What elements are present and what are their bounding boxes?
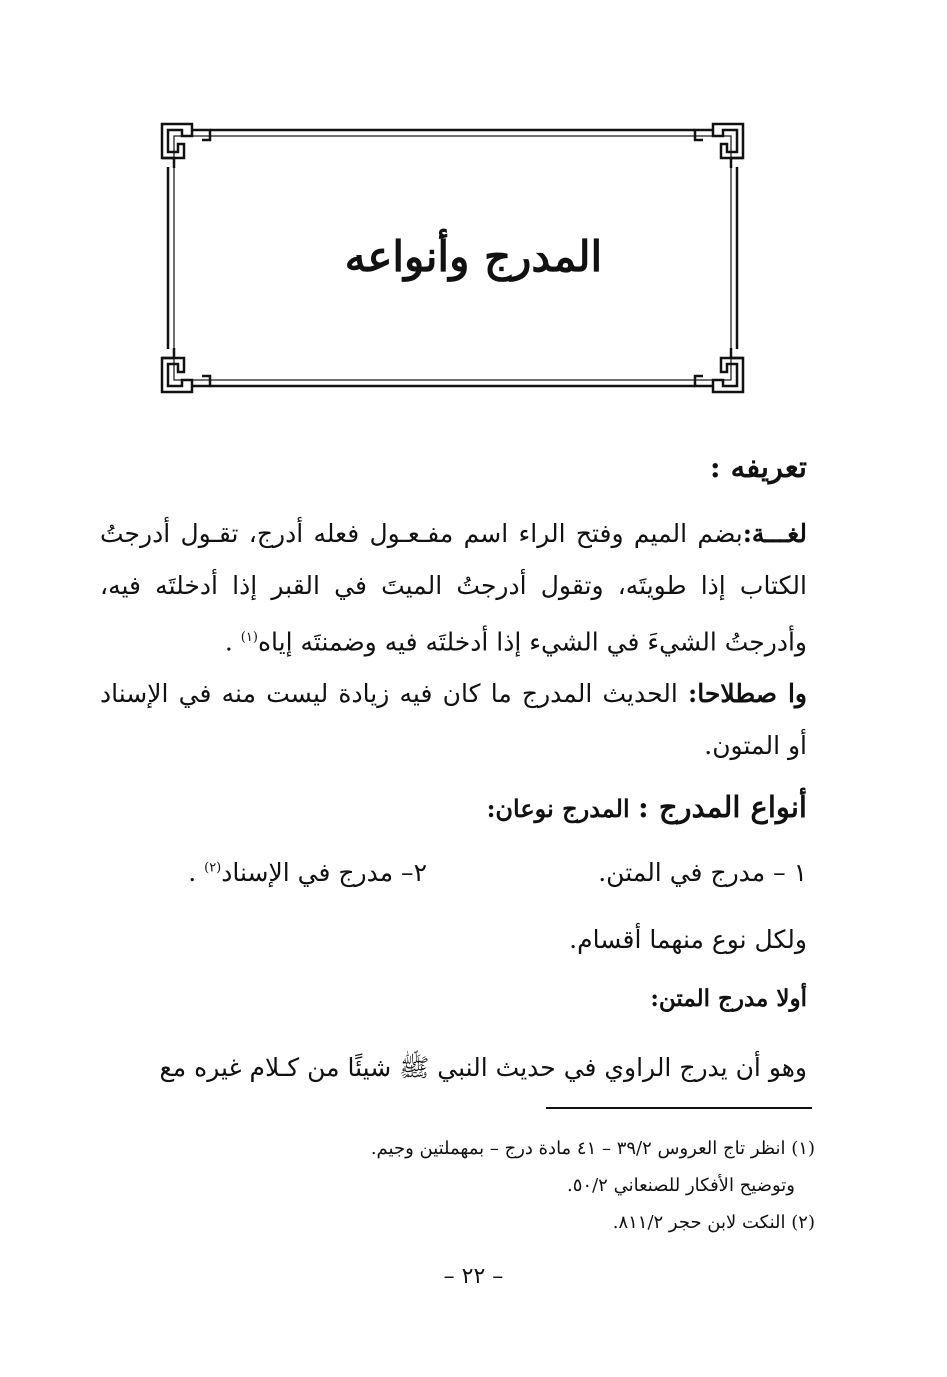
types-heading-bold: أنواع المدرج : — [638, 790, 807, 824]
type-two-text: ٢– مدرج في الإسناد — [221, 858, 427, 887]
types-list — [140, 858, 807, 908]
types-heading — [100, 790, 807, 824]
technical-definition — [100, 668, 807, 772]
footnote-divider — [546, 1107, 812, 1109]
footnote-1: (١) انظر تاج العروس ٣٩/٢ – ٤١ مادة درج – بمهملتين وجيم. — [370, 1138, 815, 1159]
lexical-definition — [100, 508, 807, 668]
type-two-end: . — [188, 858, 205, 887]
definition-heading: تعريفه : — [709, 450, 807, 484]
types-heading-rest: المدرج نوعان: — [486, 794, 639, 823]
type-one: ١ – مدرج في المتن. — [598, 858, 807, 887]
page-number: – ٢٢ – — [443, 1264, 504, 1289]
type-two — [188, 858, 427, 887]
lexical-text: بضم الميم وفتح الراء اسم مفـعـول فعله أدرج، تقـول أدرجتُ الكتاب إذا طويتَه، وتقول أدرجتُ الميتَ في القبر إذا أدخلتَه فيه، وأدرجتُ الشيءَ في الشيء إذا أدخلتَه فيه وضمنتَه إياه — [100, 519, 807, 657]
technical-label: وا صطلاحا: — [688, 679, 807, 708]
footnote-1-continued: وتوضيح الأفكار للصنعاني ٥٠/٢. — [567, 1175, 795, 1196]
lexical-label: لغـــة: — [742, 519, 807, 548]
footnote-ref-1: (١) — [240, 630, 258, 645]
technical-text: الحديث المدرج ما كان فيه زيادة ليست منه في الإسناد أو المتون. — [100, 679, 807, 760]
first-heading: أولا مدرج المتن: — [650, 985, 807, 1012]
first-text: وهو أن يدرج الراوي في حديث النبي ﷺ شيئًا من كـلام غيره مع — [159, 1053, 807, 1082]
lexical-end: . — [224, 627, 241, 657]
sections-line: ولكل نوع منهما أقسام. — [569, 925, 807, 954]
footnotes — [255, 1130, 815, 1241]
footnote-ref-2: (٢) — [204, 860, 222, 876]
chapter-title: المدرج وأنواعه — [344, 232, 603, 281]
footnote-2: (٢) النكت لابن حجر ٨١١/٢. — [612, 1212, 815, 1233]
